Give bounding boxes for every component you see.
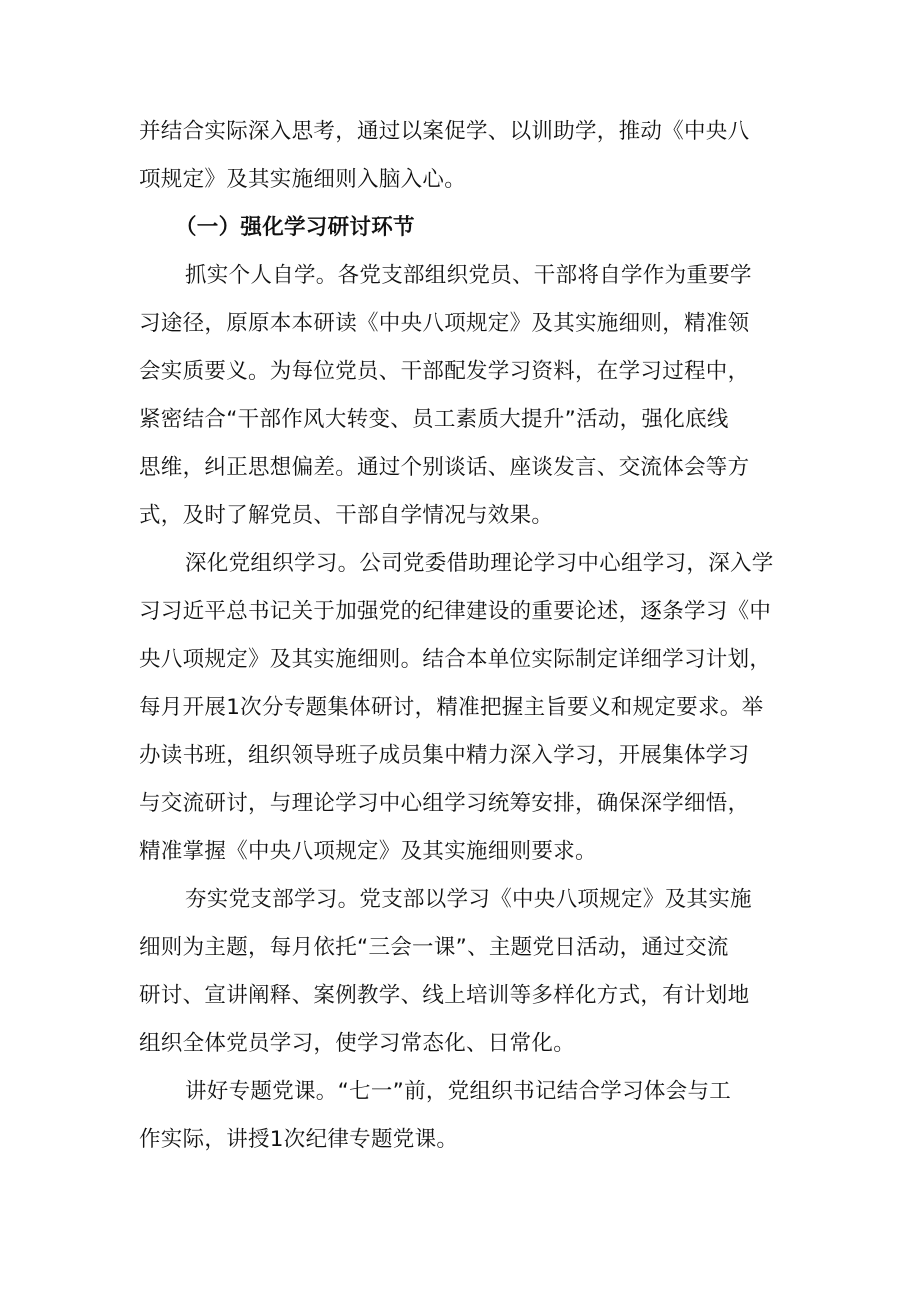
body-line: 作实际，讲授1次纪律专题党课。 xyxy=(139,1127,459,1152)
body-line: 讲好专题党课。“七一”前，党组织书记结合学习体会与工 xyxy=(185,1079,732,1104)
body-line: 办读书班，组织领导班子成员集中精力深入学习，开展集体学习 xyxy=(139,743,750,768)
section-heading: （一）强化学习研讨环节 xyxy=(175,215,415,240)
body-line: 细则为主题，每月依托“三会一课”、主题党日活动，通过交流 xyxy=(139,935,729,960)
body-line: 紧密结合“干部作风大转变、员工素质大提升”活动，强化底线 xyxy=(139,407,729,432)
body-line: 精准掌握《中央八项规定》及其实施细则要求。 xyxy=(139,839,597,864)
body-line: 会实质要义。为每位党员、干部配发学习资料，在学习过程中， xyxy=(139,359,750,384)
body-line: 研讨、宣讲阐释、案例教学、线上培训等多样化方式，有计划地 xyxy=(139,983,750,1008)
body-line: 思维，纠正思想偏差。通过个别谈话、座谈发言、交流体会等方 xyxy=(139,455,750,480)
body-line: 并结合实际深入思考，通过以案促学、以训助学，推动《中央八 xyxy=(139,119,750,144)
body-line: 深化党组织学习。公司党委借助理论学习中心组学习，深入学 xyxy=(185,551,774,576)
body-line: 抓实个人自学。各党支部组织党员、干部将自学作为重要学 xyxy=(185,263,752,288)
body-line: 夯实党支部学习。党支部以学习《中央八项规定》及其实施 xyxy=(185,887,752,912)
body-line: 习途径，原原本本研读《中央八项规定》及其实施细则，精准领 xyxy=(139,311,750,336)
body-line: 每月开展1次分专题集体研讨，精准把握主旨要义和规定要求。举 xyxy=(139,695,764,720)
body-line: 习习近平总书记关于加强党的纪律建设的重要论述，逐条学习《中 xyxy=(139,599,772,624)
body-line: 央八项规定》及其实施细则。结合本单位实际制定详细学习计划， xyxy=(139,647,772,672)
body-line: 式，及时了解党员、干部自学情况与效果。 xyxy=(139,503,554,528)
body-line: 项规定》及其实施细则入脑入心。 xyxy=(139,167,467,192)
body-line: 与交流研讨，与理论学习中心组学习统筹安排，确保深学细悟， xyxy=(139,791,750,816)
body-line: 组织全体党员学习，使学习常态化、日常化。 xyxy=(139,1031,576,1056)
